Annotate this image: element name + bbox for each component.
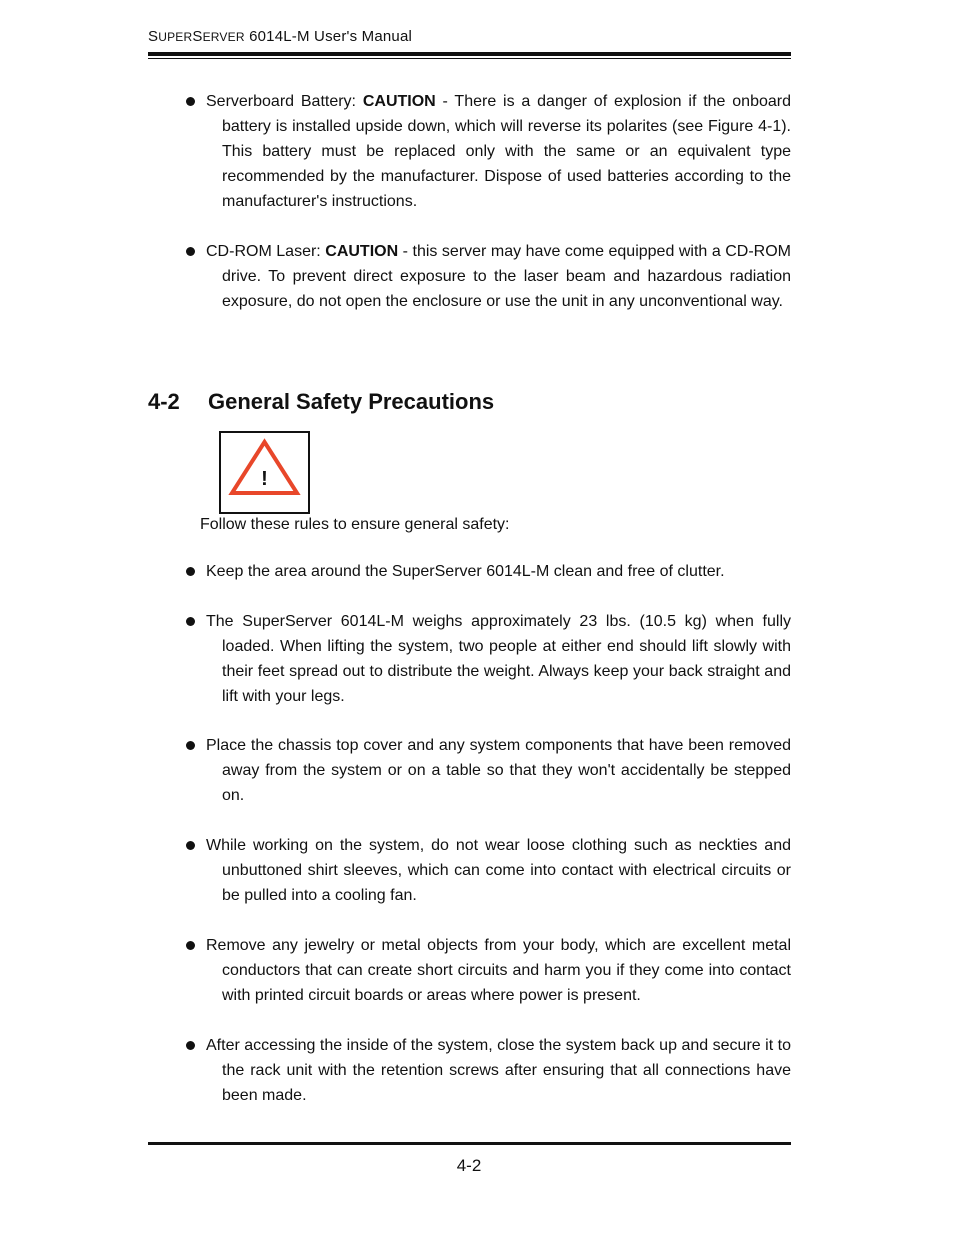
header-rule xyxy=(148,52,791,59)
bullet-item xyxy=(186,733,791,808)
section-heading xyxy=(148,389,494,415)
bullet-text xyxy=(186,89,791,214)
bullet-text: Place the chassis top cover and any system components that have been removed away from the system or on a table so that they won't accidentally be stepped on. xyxy=(206,737,791,804)
bullet-rest: - this server may have come equipped with a CD-ROM drive. To prevent direct exposure to the laser beam and hazardous radiation exposure, do not open the enclosure or use the unit in any unconventional way. xyxy=(222,243,791,310)
bullet-lead: CD-ROM Laser: xyxy=(206,243,326,260)
warning-symbol: ! xyxy=(261,468,268,490)
bullet-item xyxy=(186,609,791,709)
page-number-text: 4-2 xyxy=(456,1156,482,1175)
bullet-dot xyxy=(186,247,195,256)
header-letter: S xyxy=(148,28,159,45)
bullet-text: While working on the system, do not wear loose clothing such as neckties and unbuttoned shirt sleeves, which can come into contact with electrical circuits or be pulled into a cooling fan. xyxy=(206,837,791,904)
header-smallcaps: UPER xyxy=(158,30,193,44)
footer-rule xyxy=(148,1142,791,1145)
bullet-text: Keep the area around the SuperServer 6014L-M clean and free of clutter. xyxy=(206,563,725,580)
warning-triangle-icon xyxy=(221,433,308,512)
bullet-item xyxy=(186,1033,791,1108)
section-title: General Safety Precautions xyxy=(208,389,495,414)
page-number xyxy=(0,1156,954,1176)
bullet-dot xyxy=(186,567,195,576)
bullet-dot xyxy=(186,741,195,750)
header-smallcaps: ERVER xyxy=(202,30,245,44)
intro-text: Follow these rules to ensure general safety: xyxy=(200,516,510,533)
bullet-dot xyxy=(186,617,195,626)
section-number: 4-2 xyxy=(148,389,180,414)
header-rest: 6014L-M User's Manual xyxy=(244,28,413,45)
bullet-item xyxy=(186,933,791,1008)
caution-label: CAUTION xyxy=(362,93,436,110)
bullet-text: The SuperServer 6014L-M weighs approximately 23 lbs. (10.5 kg) when fully loaded. When lifting the system, two people at either end should lift slowly with their feet spread out to distribute the weight. Always keep your back straight and lift with your legs. xyxy=(206,613,791,705)
bullet-item xyxy=(186,559,791,584)
running-header xyxy=(148,28,412,45)
bullet-text xyxy=(186,239,791,314)
bullet-rest: - There is a danger of explosion if the onboard battery is installed upside down, which will reverse its polarites (see Figure 4-1). This battery must be replaced only with the same or an equivalent type recommended by the manufacturer. Dispose of used batteries according to the manufacturer's instructions. xyxy=(222,93,792,210)
bullet-battery xyxy=(186,89,791,214)
bullet-dot xyxy=(186,97,195,106)
warning-box xyxy=(219,431,310,514)
bullet-lead: Serverboard Battery: xyxy=(206,93,363,110)
bullet-text: After accessing the inside of the system, close the system back up and secure it to the rack unit with the retention screws after ensuring that all connections have been made. xyxy=(206,1037,791,1104)
caution-label: CAUTION xyxy=(325,243,399,260)
bullet-item xyxy=(186,833,791,908)
bullet-dot xyxy=(186,1041,195,1050)
header-letter: S xyxy=(192,28,203,45)
bullet-dot xyxy=(186,941,195,950)
bullet-text: Remove any jewelry or metal objects from your body, which are excellent metal conductors that can create short circuits and harm you if they come into contact with printed circuit boards or areas where power is present. xyxy=(206,937,791,1004)
bullet-cdrom xyxy=(186,239,791,314)
bullet-dot xyxy=(186,841,195,850)
